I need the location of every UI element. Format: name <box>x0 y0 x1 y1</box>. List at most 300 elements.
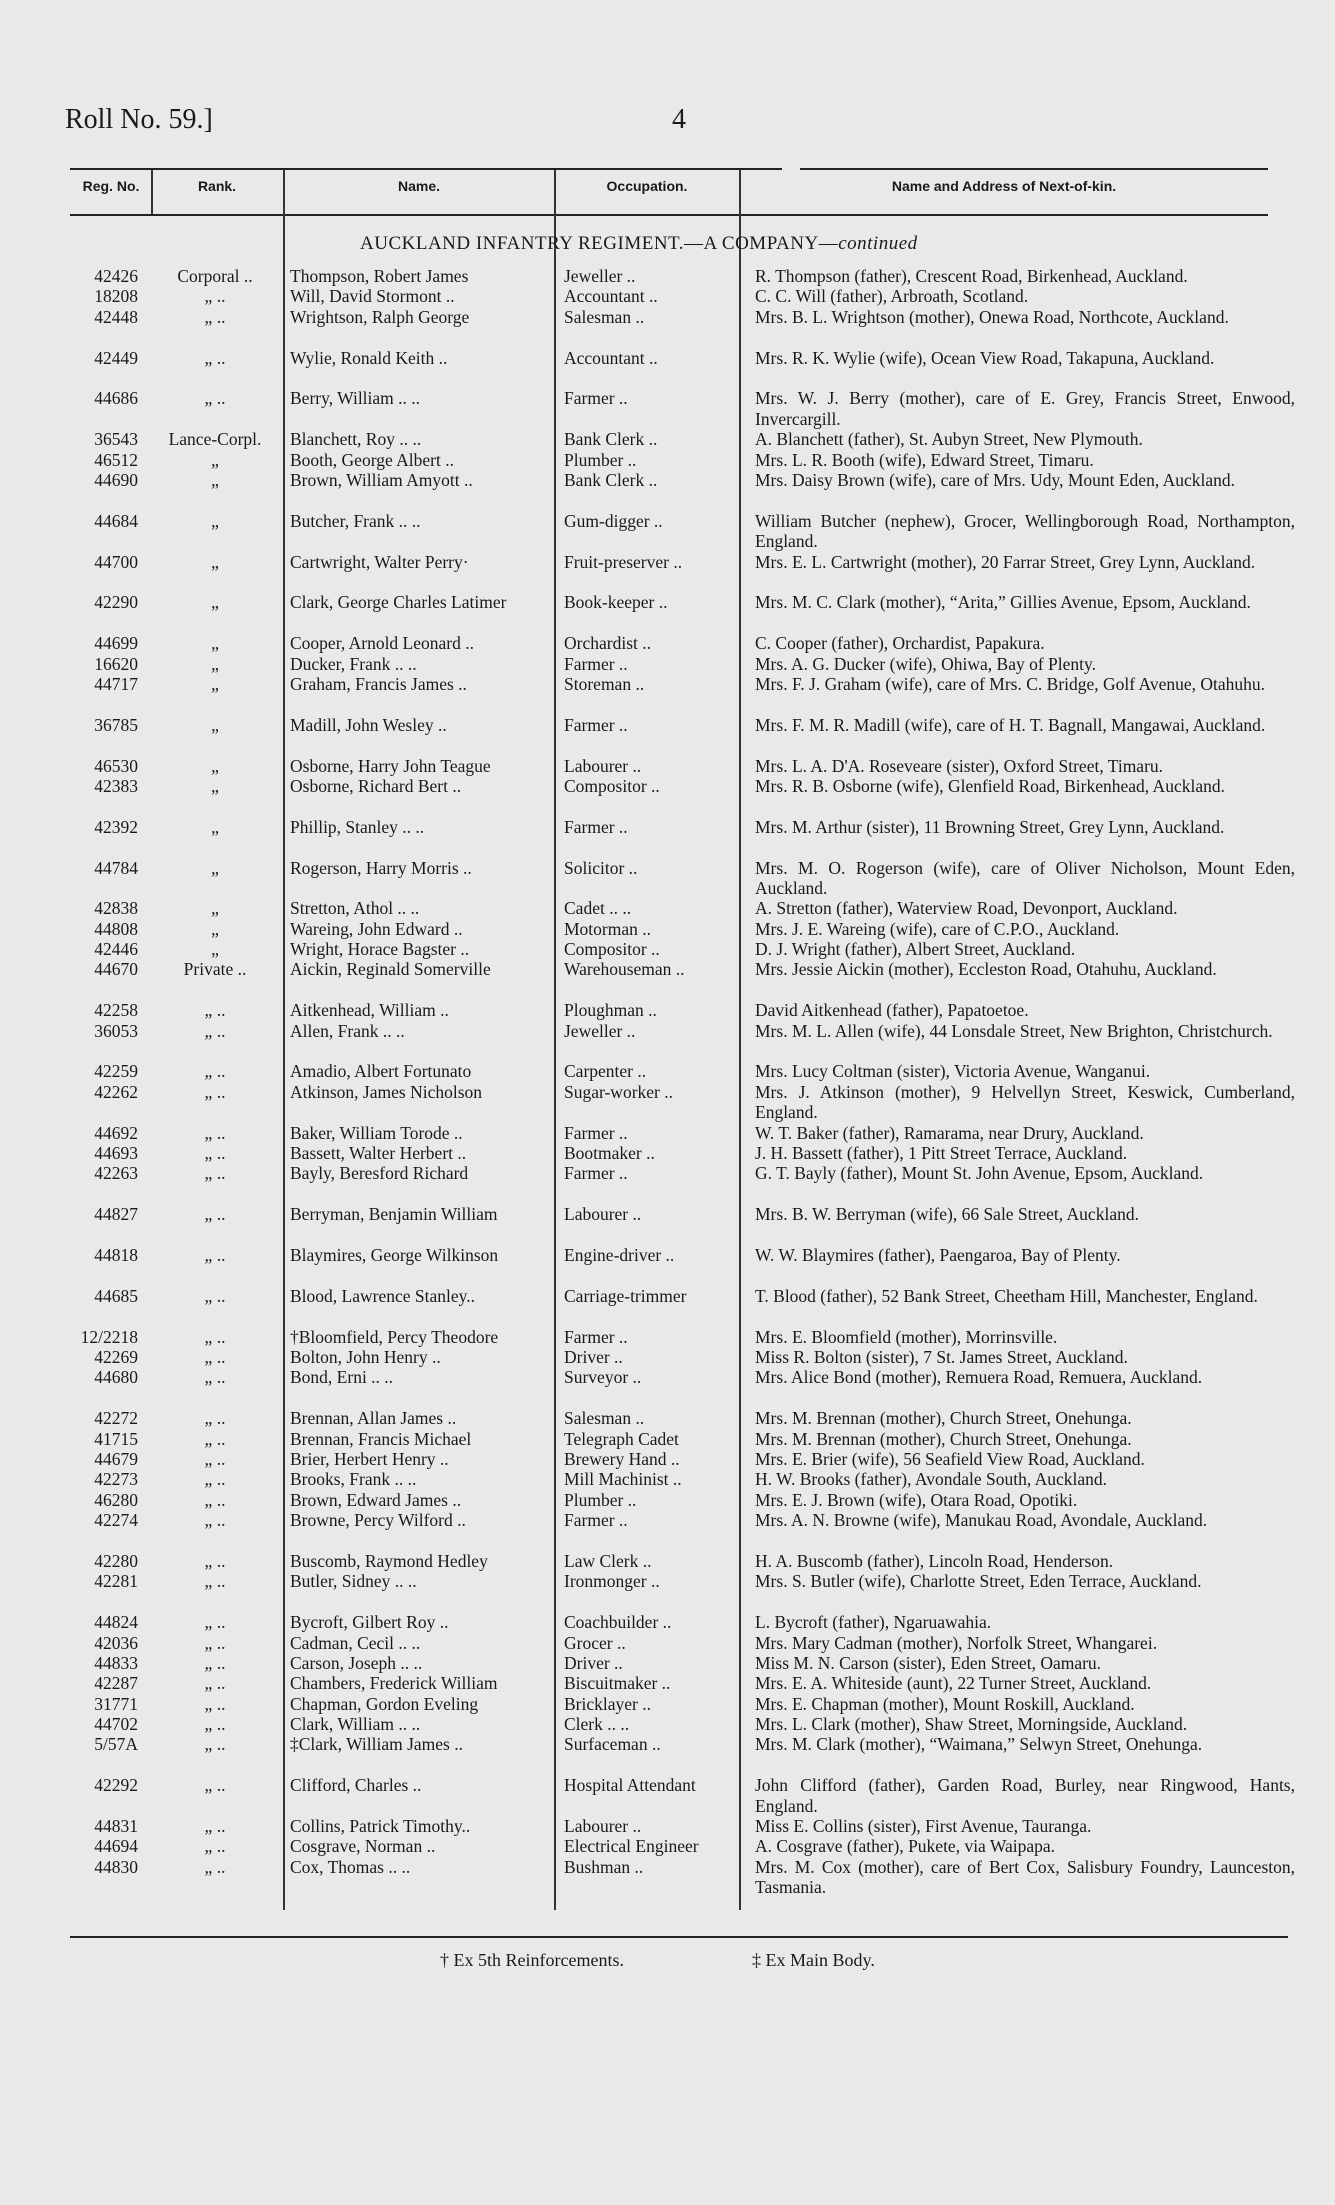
table-row <box>0 1143 1335 1163</box>
header-bottom-rule <box>70 214 1268 216</box>
rank: „ .. <box>204 1285 226 1306</box>
soldier-name: Bycroft, Gilbert Roy .. <box>290 1612 449 1633</box>
occupation: Bushman .. <box>564 1856 644 1877</box>
occupation: Farmer .. <box>564 1326 628 1347</box>
col-header-rank: Rank. <box>197 178 237 194</box>
next-of-kin: Mrs. M. O. Rogerson (wife), care of Oliver Nicholson, Mount Eden, Auckland. <box>755 857 1295 898</box>
table-row <box>0 511 1335 552</box>
table-row <box>0 1714 1335 1734</box>
reg-number: 44784 <box>94 857 138 878</box>
rank: „ .. <box>204 1693 226 1714</box>
next-of-kin: A. Cosgrave (father), Pukete, via Waipapa. <box>755 1836 1056 1857</box>
next-of-kin: William Butcher (nephew), Grocer, Wellingborough Road, Northampton, England. <box>755 510 1295 552</box>
soldier-name: Amadio, Albert Fortunato <box>290 1061 472 1082</box>
occupation: Fruit-preserver .. <box>564 551 683 572</box>
table-row <box>0 1612 1335 1632</box>
occupation: Bank Clerk .. <box>564 429 658 450</box>
next-of-kin: Mrs. M. Arthur (sister), 11 Browning Street, Grey Lynn, Auckland. <box>755 816 1225 837</box>
rank: Corporal .. <box>177 266 253 286</box>
rank: „ <box>211 673 219 694</box>
table-row <box>0 450 1335 470</box>
table-row <box>0 715 1335 756</box>
next-of-kin: H. W. Brooks (father), Avondale South, Auckland. <box>755 1469 1108 1490</box>
soldier-name: Will, David Stormont .. <box>290 286 455 307</box>
table-row <box>0 1816 1335 1836</box>
occupation: Coachbuilder .. <box>564 1612 672 1633</box>
next-of-kin: Mrs. R. K. Wylie (wife), Ocean View Road, Takapuna, Auckland. <box>755 347 1215 368</box>
reg-number: 44686 <box>94 388 138 409</box>
rank: „ .. <box>204 1489 226 1510</box>
soldier-name: Brier, Herbert Henry .. <box>290 1448 449 1469</box>
next-of-kin: Mrs. L. R. Booth (wife), Edward Street, Timaru. <box>755 449 1094 470</box>
soldier-name: Stretton, Athol .. .. <box>290 898 420 919</box>
table-row <box>0 776 1335 817</box>
occupation: Hospital Attendant <box>564 1775 696 1796</box>
next-of-kin: Mrs. R. B. Osborne (wife), Glenfield Road, Birkenhead, Auckland. <box>755 775 1225 796</box>
reg-number: 42258 <box>94 1000 138 1021</box>
soldier-name: Graham, Francis James .. <box>290 673 467 694</box>
table-row <box>0 817 1335 858</box>
occupation: Labourer .. <box>564 755 642 776</box>
rank: „ <box>211 469 219 490</box>
soldier-name: Chapman, Gordon Eveling <box>290 1693 479 1714</box>
reg-number: 44717 <box>94 673 138 694</box>
soldier-name: Cooper, Arnold Leonard .. <box>290 633 474 654</box>
occupation: Carriage-trimmer <box>564 1285 687 1306</box>
reg-number: 42272 <box>94 1408 138 1429</box>
next-of-kin: Mrs. M. Brennan (mother), Church Street, Onehunga. <box>755 1428 1132 1449</box>
occupation: Mill Machinist .. <box>564 1469 682 1490</box>
table-row <box>0 1836 1335 1856</box>
rank: „ <box>211 714 219 735</box>
soldier-name: Blaymires, George Wilkinson <box>290 1245 499 1266</box>
next-of-kin: Mrs. M. L. Allen (wife), 44 Lonsdale Street, New Brighton, Christchurch. <box>755 1020 1273 1041</box>
table-row <box>0 1734 1335 1775</box>
occupation: Sugar-worker .. <box>564 1081 673 1102</box>
reg-number: 42281 <box>94 1571 138 1592</box>
soldier-name: Allen, Frank .. .. <box>290 1020 405 1041</box>
table-row <box>0 1694 1335 1714</box>
footnote-dagger: † Ex 5th Reinforcements. <box>440 1950 624 1970</box>
rank: „ .. <box>204 347 226 368</box>
occupation: Storeman .. <box>564 673 645 694</box>
table-row <box>0 858 1335 899</box>
reg-number: 16620 <box>94 653 138 674</box>
occupation: Jeweller .. <box>564 266 636 286</box>
occupation: Ironmonger .. <box>564 1571 660 1592</box>
next-of-kin: Mrs. M. Brennan (mother), Church Street, Onehunga. <box>755 1408 1132 1429</box>
reg-number: 42290 <box>94 592 138 613</box>
occupation: Salesman .. <box>564 1408 645 1429</box>
next-of-kin: Mrs. S. Butler (wife), Charlotte Street, Eden Terrace, Auckland. <box>755 1571 1202 1592</box>
rank: „ .. <box>204 1734 226 1755</box>
occupation: Compositor .. <box>564 939 660 960</box>
next-of-kin: H. A. Buscomb (father), Lincoln Road, Henderson. <box>755 1550 1114 1571</box>
occupation: Telegraph Cadet <box>564 1428 679 1449</box>
reg-number: 31771 <box>94 1693 138 1714</box>
table-row <box>0 307 1335 348</box>
table-row <box>0 1082 1335 1123</box>
soldier-name: Cartwright, Walter Perry· <box>290 551 469 572</box>
rank: „ <box>211 898 219 919</box>
regiment-heading <box>360 233 918 255</box>
next-of-kin: Mrs. E. Bloomfield (mother), Morrinsville. <box>755 1326 1058 1347</box>
occupation: Farmer .. <box>564 714 628 735</box>
next-of-kin: Mrs. Daisy Brown (wife), care of Mrs. Udy, Mount Eden, Auckland. <box>755 469 1236 490</box>
occupation: Farmer .. <box>564 816 628 837</box>
soldier-name: Blood, Lawrence Stanley.. <box>290 1285 475 1306</box>
occupation: Compositor .. <box>564 775 660 796</box>
table-row <box>0 1653 1335 1673</box>
rank: „ <box>211 633 219 654</box>
occupation: Plumber .. <box>564 449 637 470</box>
reg-number: 36785 <box>94 714 138 735</box>
soldier-name: Berry, William .. .. <box>290 388 421 409</box>
rank: „ .. <box>204 1836 226 1857</box>
occupation: Cadet .. .. <box>564 898 632 919</box>
rank: „ .. <box>204 1326 226 1347</box>
table-row <box>0 898 1335 918</box>
rank: „ .. <box>204 388 226 409</box>
soldier-name: Butler, Sidney .. .. <box>290 1571 417 1592</box>
soldier-name: Butcher, Frank .. .. <box>290 510 421 531</box>
reg-number: 44690 <box>94 469 138 490</box>
rank: „ .. <box>204 1714 226 1735</box>
occupation: Plumber .. <box>564 1489 637 1510</box>
footer-rule <box>70 1936 1288 1938</box>
table-row <box>0 1856 1335 1898</box>
reg-number: 44827 <box>94 1204 138 1225</box>
table-row <box>0 1469 1335 1489</box>
next-of-kin: Mrs. E. Brier (wife), 56 Seafield View Road, Auckland. <box>755 1448 1145 1469</box>
reg-number: 42838 <box>94 898 138 919</box>
reg-number: 42280 <box>94 1550 138 1571</box>
table-row <box>0 1245 1335 1286</box>
next-of-kin: Mrs. W. J. Berry (mother), care of E. Grey, Francis Street, Enwood, Invercargill. <box>755 388 1295 429</box>
rank: „ .. <box>204 1020 226 1041</box>
next-of-kin: T. Blood (father), 52 Bank Street, Cheetham Hill, Manchester, England. <box>755 1285 1258 1306</box>
soldier-name: Bond, Erni .. .. <box>290 1367 394 1388</box>
soldier-name: Osborne, Harry John Teague <box>290 755 491 776</box>
rank: „ <box>211 775 219 796</box>
next-of-kin: G. T. Bayly (father), Mount St. John Avenue, Epsom, Auckland. <box>755 1163 1204 1184</box>
reg-number: 42259 <box>94 1061 138 1082</box>
reg-number: 5/57A <box>94 1734 138 1755</box>
next-of-kin: Mrs. Jessie Aickin (mother), Eccleston Road, Otahuhu, Auckland. <box>755 959 1217 980</box>
rank: „ .. <box>204 1612 226 1633</box>
table-row <box>0 429 1335 449</box>
soldier-name: Carson, Joseph .. .. <box>290 1652 423 1673</box>
table-row <box>0 1367 1335 1408</box>
table-row <box>0 756 1335 776</box>
next-of-kin: Mrs. F. M. R. Madill (wife), care of H. T. Bagnall, Mangawai, Auckland. <box>755 714 1266 735</box>
occupation: Driver .. <box>564 1347 623 1367</box>
reg-number: 36053 <box>94 1020 138 1041</box>
rank: „ <box>211 816 219 837</box>
rank: „ .. <box>204 1000 226 1021</box>
rank: „ .. <box>204 1448 226 1469</box>
rank: „ .. <box>204 1571 226 1592</box>
table-row <box>0 1429 1335 1449</box>
soldier-name: Bolton, John Henry .. <box>290 1347 441 1367</box>
soldier-name: Cox, Thomas .. .. <box>290 1856 411 1877</box>
rank: „ <box>211 653 219 674</box>
reg-number: 44679 <box>94 1448 138 1469</box>
soldier-name: Chambers, Frederick William <box>290 1673 498 1694</box>
occupation: Surfaceman .. <box>564 1734 661 1755</box>
reg-number: 42449 <box>94 347 138 368</box>
reg-number: 46530 <box>94 755 138 776</box>
table-row <box>0 654 1335 674</box>
soldier-name: Wright, Horace Bagster .. <box>290 939 470 960</box>
rank: „ <box>211 755 219 776</box>
rank: „ .. <box>204 1510 226 1531</box>
next-of-kin: W. W. Blaymires (father), Paengaroa, Bay of Plenty. <box>755 1245 1121 1266</box>
reg-number: 44808 <box>94 918 138 939</box>
occupation: Accountant .. <box>564 286 658 307</box>
reg-number: 42287 <box>94 1673 138 1694</box>
rank: „ .. <box>204 1550 226 1571</box>
table-row <box>0 1061 1335 1081</box>
table-row <box>0 959 1335 1000</box>
table-row <box>0 919 1335 939</box>
occupation: Book-keeper .. <box>564 592 668 613</box>
next-of-kin: Miss R. Bolton (sister), 7 St. James Street, Auckland. <box>755 1347 1128 1367</box>
reg-number: 44693 <box>94 1143 138 1164</box>
rank: „ .. <box>204 1081 226 1102</box>
next-of-kin: Mrs. E. J. Brown (wife), Otara Road, Opotiki. <box>755 1489 1078 1510</box>
regiment-continued: continued <box>838 233 918 254</box>
col-header-kin: Name and Address of Next-of-kin. <box>891 178 1117 194</box>
table-row <box>0 1408 1335 1428</box>
rank: Private .. <box>183 959 247 980</box>
occupation: Jeweller .. <box>564 1020 636 1041</box>
next-of-kin: Mrs. J. Atkinson (mother), 9 Helvellyn Street, Keswick, Cumberland, England. <box>755 1081 1295 1123</box>
soldier-name: Brennan, Francis Michael <box>290 1428 472 1449</box>
soldier-name: Atkinson, James Nicholson <box>290 1081 483 1102</box>
rank: „ <box>211 939 219 960</box>
soldier-name: Berryman, Benjamin William <box>290 1204 498 1225</box>
occupation: Bootmaker .. <box>564 1143 655 1164</box>
roll-table <box>0 266 1335 1898</box>
table-row <box>0 1347 1335 1367</box>
table-row <box>0 1633 1335 1653</box>
next-of-kin: Mrs. J. E. Wareing (wife), care of C.P.O., Auckland. <box>755 918 1120 939</box>
next-of-kin: David Aitkenhead (father), Papatoetoe. <box>755 1000 1029 1021</box>
occupation: Biscuitmaker .. <box>564 1673 671 1694</box>
table-row <box>0 552 1335 593</box>
occupation: Farmer .. <box>564 1122 628 1143</box>
regiment-title: AUCKLAND INFANTRY REGIMENT.—A COMPANY— <box>360 233 839 254</box>
soldier-name: Buscomb, Raymond Hedley <box>290 1550 488 1571</box>
soldier-name: Clark, George Charles Latimer <box>290 592 507 613</box>
soldier-name: Collins, Patrick Timothy.. <box>290 1816 471 1837</box>
next-of-kin: Mrs. Mary Cadman (mother), Norfolk Street, Whangarei. <box>755 1632 1158 1653</box>
rank: „ <box>211 510 219 531</box>
soldier-name: Clifford, Charles .. <box>290 1775 422 1796</box>
reg-number: 44680 <box>94 1367 138 1388</box>
table-row <box>0 1673 1335 1693</box>
rank: „ .. <box>204 1775 226 1796</box>
rank: „ .. <box>204 1652 226 1673</box>
table-row <box>0 1775 1335 1816</box>
reg-number: 42392 <box>94 816 138 837</box>
reg-number: 42269 <box>94 1347 138 1367</box>
reg-number: 44702 <box>94 1714 138 1735</box>
next-of-kin: Mrs. E. Chapman (mother), Mount Roskill, Auckland. <box>755 1693 1135 1714</box>
table-row <box>0 674 1335 715</box>
table-row <box>0 348 1335 389</box>
next-of-kin: Miss E. Collins (sister), First Avenue, Tauranga. <box>755 1816 1092 1837</box>
next-of-kin: Mrs. M. Cox (mother), care of Bert Cox, Salisbury Foundry, Launceston, Tasmania. <box>755 1856 1295 1898</box>
soldier-name: Brennan, Allan James .. <box>290 1408 457 1429</box>
reg-number: 42446 <box>94 939 138 960</box>
rank: „ .. <box>204 1143 226 1164</box>
reg-number: 44699 <box>94 633 138 654</box>
rank: „ <box>211 449 219 470</box>
table-row <box>0 1571 1335 1612</box>
rank: „ <box>211 857 219 878</box>
reg-number: 44684 <box>94 510 138 531</box>
next-of-kin: C. Cooper (father), Orchardist, Papakura. <box>755 633 1045 654</box>
next-of-kin: Mrs. B. L. Wrightson (mother), Onewa Road, Northcote, Auckland. <box>755 306 1229 327</box>
roll-number: Roll No. 59.] <box>65 104 213 135</box>
next-of-kin: A. Blanchett (father), St. Aubyn Street, New Plymouth. <box>755 429 1143 450</box>
next-of-kin: Mrs. E. L. Cartwright (mother), 20 Farrar Street, Grey Lynn, Auckland. <box>755 551 1256 572</box>
soldier-name: Aickin, Reginald Somerville <box>290 959 491 980</box>
reg-number: 44824 <box>94 1612 138 1633</box>
next-of-kin: A. Stretton (father), Waterview Road, Devonport, Auckland. <box>755 898 1178 919</box>
occupation: Clerk .. .. <box>564 1714 630 1735</box>
occupation: Motorman .. <box>564 918 652 939</box>
soldier-name: Brooks, Frank .. .. <box>290 1469 417 1490</box>
next-of-kin: L. Bycroft (father), Ngaruawahia. <box>755 1612 992 1633</box>
table-row <box>0 1123 1335 1143</box>
col-header-occupation: Occupation. <box>606 178 688 194</box>
soldier-name: Aitkenhead, William .. <box>290 1000 449 1021</box>
occupation: Orchardist .. <box>564 633 651 654</box>
rank: „ .. <box>204 1673 226 1694</box>
occupation: Warehouseman .. <box>564 959 685 980</box>
occupation: Ploughman .. <box>564 1000 657 1021</box>
reg-number: 42263 <box>94 1163 138 1184</box>
soldier-name: Bassett, Walter Herbert .. <box>290 1143 467 1164</box>
reg-number: 46512 <box>94 449 138 470</box>
occupation: Gum-digger .. <box>564 510 663 531</box>
next-of-kin: D. J. Wright (father), Albert Street, Auckland. <box>755 939 1076 960</box>
occupation: Labourer .. <box>564 1816 642 1837</box>
table-row <box>0 633 1335 653</box>
soldier-name: Ducker, Frank .. .. <box>290 653 417 674</box>
reg-number: 44818 <box>94 1245 138 1266</box>
occupation: Salesman .. <box>564 306 645 327</box>
soldier-name: Blanchett, Roy .. .. <box>290 429 422 450</box>
reg-number: 44694 <box>94 1836 138 1857</box>
occupation: Grocer .. <box>564 1632 626 1653</box>
soldier-name: Baker, William Torode .. <box>290 1122 463 1143</box>
soldier-name: Booth, George Albert .. <box>290 449 454 470</box>
next-of-kin: John Clifford (father), Garden Road, Burley, near Ringwood, Hants, England. <box>755 1775 1295 1816</box>
next-of-kin: Mrs. A. N. Browne (wife), Manukau Road, Avondale, Auckland. <box>755 1510 1208 1531</box>
reg-number: 44700 <box>94 551 138 572</box>
soldier-name: Phillip, Stanley .. .. <box>290 816 425 837</box>
table-row <box>0 286 1335 306</box>
soldier-name: Wrightson, Ralph George <box>290 306 470 327</box>
occupation: Accountant .. <box>564 347 658 368</box>
soldier-name: Bayly, Beresford Richard <box>290 1163 469 1184</box>
reg-number: 41715 <box>94 1428 138 1449</box>
rank: „ .. <box>204 1816 226 1837</box>
soldier-name: †Bloomfield, Percy Theodore <box>290 1326 499 1347</box>
soldier-name: Cadman, Cecil .. .. <box>290 1632 421 1653</box>
table-row <box>0 1204 1335 1245</box>
reg-number: 18208 <box>94 286 138 307</box>
reg-number: 44833 <box>94 1652 138 1673</box>
soldier-name: Madill, John Wesley .. <box>290 714 447 735</box>
rank: „ .. <box>204 1122 226 1143</box>
reg-number: 44831 <box>94 1816 138 1837</box>
soldier-name: Wylie, Ronald Keith .. <box>290 347 448 368</box>
reg-number: 42383 <box>94 775 138 796</box>
rank: „ .. <box>204 1163 226 1184</box>
col-header-name: Name. <box>397 178 441 194</box>
next-of-kin: Mrs. Lucy Coltman (sister), Victoria Avenue, Wanganui. <box>755 1061 1151 1082</box>
table-row <box>0 1551 1335 1571</box>
reg-number: 42448 <box>94 306 138 327</box>
occupation: Bricklayer .. <box>564 1693 651 1714</box>
next-of-kin: Mrs. Alice Bond (mother), Remuera Road, Remuera, Auckland. <box>755 1367 1203 1388</box>
rank: „ <box>211 592 219 613</box>
occupation: Bank Clerk .. <box>564 469 658 490</box>
soldier-name: Osborne, Richard Bert .. <box>290 775 462 796</box>
occupation: Farmer .. <box>564 1163 628 1184</box>
soldier-name: Clark, William .. .. <box>290 1714 421 1735</box>
next-of-kin: Mrs. M. C. Clark (mother), “Arita,” Gillies Avenue, Epsom, Auckland. <box>755 592 1251 613</box>
reg-number: 44830 <box>94 1856 138 1877</box>
occupation: Driver .. <box>564 1652 623 1673</box>
occupation: Farmer .. <box>564 653 628 674</box>
occupation: Farmer .. <box>564 1510 628 1531</box>
next-of-kin: J. H. Bassett (father), 1 Pitt Street Terrace, Auckland. <box>755 1143 1128 1164</box>
table-row <box>0 1163 1335 1204</box>
table-row <box>0 1510 1335 1551</box>
reg-number: 44670 <box>94 959 138 980</box>
next-of-kin: Mrs. B. W. Berryman (wife), 66 Sale Street, Auckland. <box>755 1204 1139 1225</box>
rank: „ .. <box>204 1428 226 1449</box>
next-of-kin: R. Thompson (father), Crescent Road, Birkenhead, Auckland. <box>755 266 1188 286</box>
header-top-rule <box>70 168 782 170</box>
next-of-kin: Mrs. A. G. Ducker (wife), Ohiwa, Bay of Plenty. <box>755 653 1097 674</box>
table-row <box>0 1021 1335 1062</box>
occupation: Surveyor .. <box>564 1367 642 1388</box>
rank: „ .. <box>204 1367 226 1388</box>
rank: „ <box>211 918 219 939</box>
table-row <box>0 939 1335 959</box>
table-row <box>0 388 1335 429</box>
soldier-name: Brown, William Amyott .. <box>290 469 473 490</box>
occupation: Carpenter .. <box>564 1061 647 1082</box>
reg-number: 42426 <box>94 266 138 286</box>
reg-number: 42262 <box>94 1081 138 1102</box>
reg-number: 42273 <box>94 1469 138 1490</box>
rank: „ .. <box>204 1632 226 1653</box>
occupation: Labourer .. <box>564 1204 642 1225</box>
table-row <box>0 1490 1335 1510</box>
table-row <box>0 266 1335 286</box>
reg-number: 12/2218 <box>80 1326 138 1347</box>
table-row <box>0 592 1335 633</box>
reg-number: 42036 <box>94 1632 138 1653</box>
